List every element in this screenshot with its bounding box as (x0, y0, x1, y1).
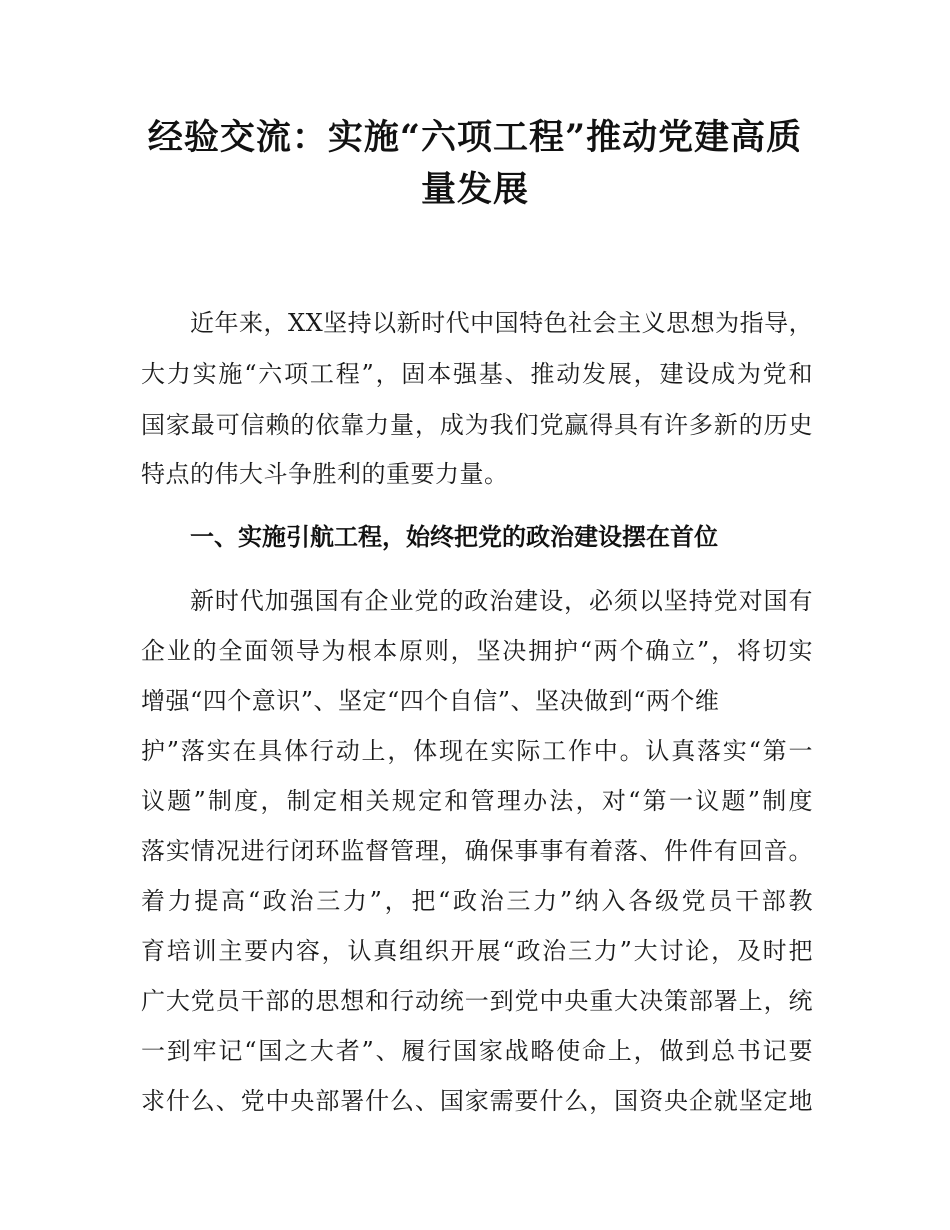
intro-line: 大力实施“六项工程”，固本强基、推动发展，建设成为党和 (141, 360, 813, 388)
body-line: 议题”制度，制定相关规定和管理办法，对“第一议题”制度 (141, 787, 813, 815)
document-title (140, 112, 810, 216)
intro-line: 国家最可信赖的依靠力量，成为我们党赢得具有许多新的历史 (141, 411, 813, 439)
section-heading: 一、实施引航工程，始终把党的政治建设摆在首位 (190, 523, 718, 551)
body-line: 一到牢记“国之大者”、履行国家战略使命上，做到总书记要 (141, 1037, 813, 1065)
body-line: 着力提高“政治三力”，把“政治三力”纳入各级党员干部教 (141, 887, 813, 915)
body-line: 增强“四个意识”、坚定“四个自信”、坚决做到“两个维 (141, 687, 720, 715)
body-line: 新时代加强国有企业党的政治建设，必须以坚持党对国有 (190, 587, 813, 615)
intro-line: 特点的伟大斗争胜利的重要力量。 (141, 460, 509, 488)
intro-line: 近年来，XX坚持以新时代中国特色社会主义思想为指导， (190, 309, 814, 337)
body-line: 企业的全面领导为根本原则，坚决拥护“两个确立”，将切实 (141, 637, 813, 665)
body-line: 求什么、党中央部署什么、国家需要什么，国资央企就坚定地 (141, 1087, 813, 1115)
title-line-2: 量发展 (420, 169, 529, 210)
body-line: 落实情况进行闭环监督管理，确保事事有着落、件件有回音。 (141, 837, 813, 865)
body-line: 护”落实在具体行动上，体现在实际工作中。认真落实“第一 (141, 737, 813, 765)
title-line-1: 经验交流：实施“六项工程”推动党建高质 (147, 117, 803, 158)
body-line: 育培训主要内容，认真组织开展“政治三力”大讨论，及时把 (141, 937, 813, 965)
body-line: 广大党员干部的思想和行动统一到党中央重大决策部署上，统 (141, 987, 813, 1015)
